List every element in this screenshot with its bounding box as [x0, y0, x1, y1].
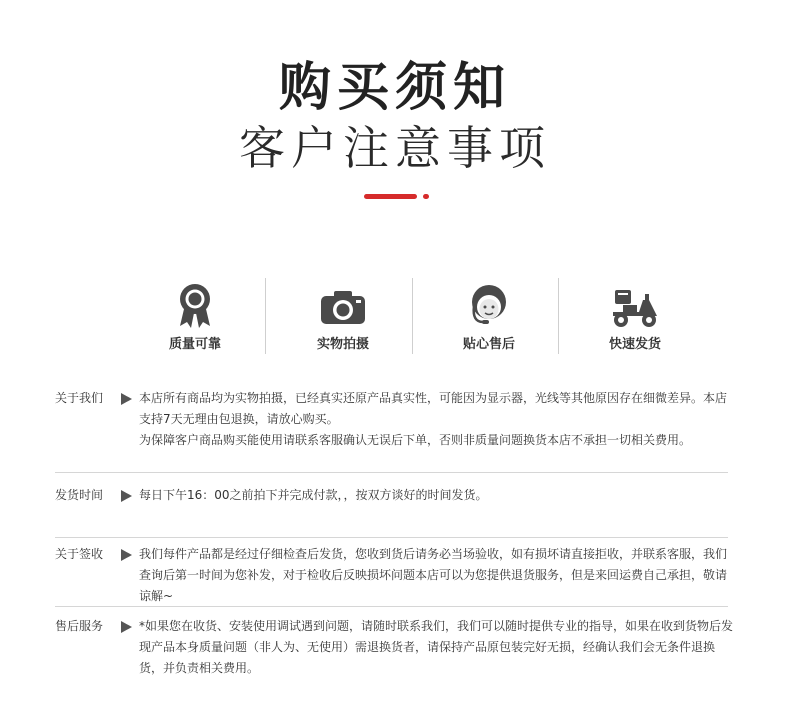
feature-service-label: 贴心售后 — [462, 337, 515, 352]
feature-divider — [412, 278, 413, 354]
page-subtitle: 客户注意事项 — [239, 121, 551, 175]
title-accent-line — [364, 194, 417, 199]
section-divider — [55, 606, 728, 607]
section-divider — [55, 537, 728, 538]
section-after-sales — [55, 616, 735, 682]
feature-quality — [120, 278, 270, 358]
feature-divider — [265, 278, 266, 354]
section-label: 售后服务 — [55, 619, 104, 633]
section-body — [139, 544, 735, 607]
section-label: 关于我们 — [55, 391, 104, 405]
feature-delivery — [560, 278, 710, 358]
section-paragraph: *如果您在收货、安装使用调试遇到问题，请随时联系我们，我们可以随时提供专业的指导，如果在收到货物后发现产品本身质量问题（非人为、无使用）需退换货者，请保持产品原包装完好无损，经确认我们会无条件退换货，并负责相关费用。 — [139, 619, 734, 675]
title-accent-dot — [423, 194, 429, 199]
section-body — [139, 485, 735, 506]
triangle-arrow-icon — [121, 393, 132, 405]
award-ribbon-icon — [175, 282, 215, 330]
section-shipping-time — [55, 485, 735, 525]
triangle-arrow-icon — [121, 490, 132, 502]
triangle-arrow-icon — [121, 621, 132, 633]
section-paragraph: 为保障客户商品购买能使用请联系客服确认无误后下单，否则非质量问题换货本店不承担一切相关费用。 — [139, 433, 692, 447]
feature-photo — [268, 278, 418, 358]
section-receipt — [55, 544, 735, 604]
feature-delivery-label: 快速发货 — [608, 337, 661, 352]
section-label: 发货时间 — [55, 488, 104, 502]
section-paragraph: 每日下午16：00之前拍下并完成付款，，按双方谈好的时间发货。 — [139, 488, 488, 502]
page-title: 购买须知 — [278, 58, 511, 118]
section-paragraph: 本店所有商品均为实物拍摄，已经真实还原产品真实性，可能因为显示器，光线等其他原因存在细微差异。本店支持7天无理由包退换，请放心购买。 — [139, 391, 728, 426]
section-divider — [55, 472, 728, 473]
triangle-arrow-icon — [121, 549, 132, 561]
feature-photo-label: 实物拍摄 — [316, 337, 369, 352]
feature-quality-label: 质量可靠 — [168, 337, 221, 352]
feature-divider — [558, 278, 559, 354]
customer-service-icon — [467, 282, 511, 330]
section-body — [139, 388, 735, 451]
section-label: 关于签收 — [55, 547, 104, 561]
delivery-scooter-icon — [609, 286, 661, 330]
section-paragraph: 我们每件产品都是经过仔细检查后发货，您收到货后请务必当场验收，如有损坏请直接拒收，并联系客服，我们查询后第一时间为您补发，对于检收后反映损坏问题本店可以为您提供退货服务，但是来回运费自己承担，敬请谅解~ — [139, 547, 728, 603]
feature-row — [120, 278, 710, 358]
section-body — [139, 616, 735, 679]
feature-service — [414, 278, 564, 358]
section-about-us — [55, 388, 735, 472]
camera-icon — [319, 288, 367, 328]
